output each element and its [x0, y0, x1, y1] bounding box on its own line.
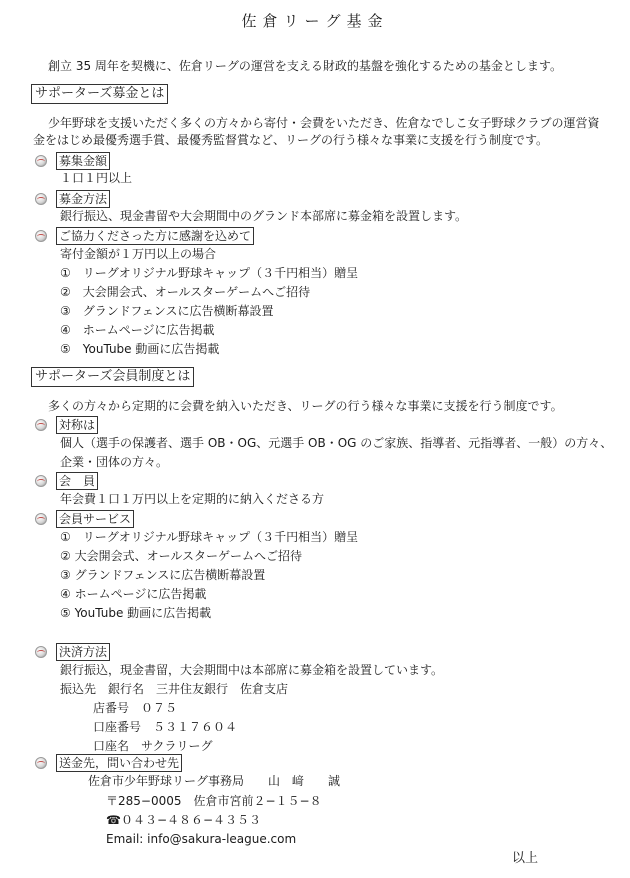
closing-text: 以上 — [512, 851, 539, 866]
service-subhead — [35, 510, 134, 527]
contact-phone: ☎０４３−４８６−４３５３ — [106, 813, 262, 827]
baseball-icon — [35, 475, 47, 487]
payment-desc: 銀行振込，現金書留，大会期間中は本部席に募金箱を設置しています。 — [60, 663, 444, 677]
service-item: ① リーグオリジナル野球キャップ（３千円相当）贈呈 — [60, 530, 359, 544]
supporter-fund-heading: サポーターズ募金とは — [31, 84, 168, 104]
benefit-item: ① リーグオリジナル野球キャップ（３千円相当）贈呈 — [60, 266, 359, 280]
contact-address: 〒285−0005 佐倉市宮前２−１５−８ — [106, 794, 322, 808]
bank-line: 振込先 銀行名 三井住友銀行 佐倉支店 — [60, 682, 289, 696]
payment-subhead — [35, 643, 110, 660]
branch-number: 店番号 ０７５ — [93, 701, 178, 715]
benefit-item: ② 大会開会式、オールスターゲームへご招待 — [60, 285, 311, 299]
method-label: 募金方法 — [56, 190, 110, 208]
supporter-fund-desc-1: 少年野球を支援いただく多くの方々から寄付・会費をいただき、佐倉なでしこ女子野球クラブの運営資 — [48, 116, 600, 130]
service-label: 会員サービス — [56, 510, 134, 528]
fee-value: 年会費１口１万円以上を定期的に納入くださる方 — [60, 492, 325, 506]
benefit-item: ④ ホームページに広告掲載 — [60, 323, 215, 337]
contact-label: 送金先，問い合わせ先 — [56, 754, 182, 772]
fee-subhead — [35, 472, 98, 489]
baseball-icon — [35, 757, 47, 769]
thanks-condition: 寄付金額が１万円以上の場合 — [60, 247, 217, 261]
baseball-icon — [35, 193, 47, 205]
baseball-icon — [35, 230, 47, 242]
method-subhead — [35, 190, 110, 207]
service-item: ② 大会開会式、オールスターゲームへご招待 — [60, 549, 302, 563]
thanks-subhead — [35, 227, 254, 244]
baseball-icon — [35, 419, 47, 431]
target-label: 対称は — [56, 416, 98, 434]
thanks-label: ご協力くださった方に感謝を込めて — [56, 227, 254, 245]
baseball-icon — [35, 646, 47, 658]
target-line-2: 企業・団体の方々。 — [60, 455, 169, 469]
service-item: ⑤ YouTube 動画に広告掲載 — [60, 606, 212, 620]
supporter-member-heading: サポーターズ会員制度とは — [31, 367, 194, 387]
page-title: 佐倉リーグ基金 — [241, 12, 389, 30]
account-name: 口座名 サクラリーグ — [93, 739, 213, 753]
supporter-member-desc: 多くの方々から定期的に会費を納入いただき、リーグの行う様々な事業に支援を行う制度です。 — [48, 399, 563, 413]
fee-label: 会 員 — [56, 472, 98, 490]
benefit-item: ③ グランドフェンスに広告横断幕設置 — [60, 304, 274, 318]
contact-office: 佐倉市少年野球リーグ事務局 山 﨑 誠 — [88, 774, 341, 788]
amount-label: 募集金額 — [56, 152, 110, 170]
amount-value: １口１円以上 — [60, 171, 133, 185]
service-item: ③ グランドフェンスに広告横断幕設置 — [60, 568, 266, 582]
service-item: ④ ホームページに広告掲載 — [60, 587, 207, 601]
payment-label: 決済方法 — [56, 643, 110, 661]
contact-email: Email: info@sakura-league.com — [106, 832, 297, 846]
contact-subhead — [35, 754, 182, 771]
baseball-icon — [35, 513, 47, 525]
account-number: 口座番号 ５３１７６０４ — [93, 720, 238, 734]
supporter-fund-desc-2: 金をはじめ最優秀選手賞、最優秀監督賞など、リーグの行う様々な事業に支援を行う制度です。 — [33, 133, 549, 147]
method-value: 銀行振込、現金書留や大会期間中のグランド本部席に募金箱を設置します。 — [60, 209, 468, 223]
target-line-1: 個人（選手の保護者、選手 OB・OG、元選手 OB・OG のご家族、指導者、元指導者、一般）の方々、 — [60, 436, 613, 450]
amount-subhead — [35, 152, 110, 169]
target-subhead — [35, 416, 98, 433]
baseball-icon — [35, 155, 47, 167]
intro-text: 創立 35 周年を契機に、佐倉リーグの運営を支える財政的基盤を強化するための基金とします。 — [48, 59, 562, 73]
benefit-item: ⑤ YouTube 動画に広告掲載 — [60, 342, 220, 356]
